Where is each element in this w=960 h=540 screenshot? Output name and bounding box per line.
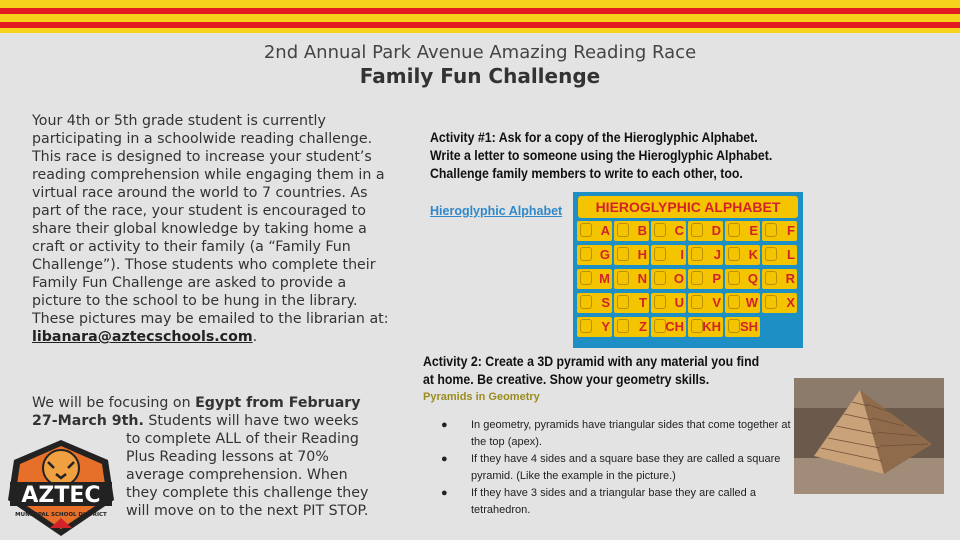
glyph-icon xyxy=(691,271,703,285)
glyph-icon xyxy=(654,271,666,285)
librarian-email-link[interactable]: libanara@aztecschools.com xyxy=(32,329,253,345)
glyph-icon xyxy=(691,223,703,237)
activity-2-line: at home. Be creative. Show your geometry skills. xyxy=(423,372,710,387)
hieroglyph-letter: T xyxy=(639,295,647,310)
intro-text xyxy=(32,112,392,346)
glyph-icon xyxy=(617,271,629,285)
hieroglyph-letter: Y xyxy=(601,319,610,334)
activity-2 xyxy=(423,353,791,389)
hieroglyph-letter: F xyxy=(787,223,795,238)
glyph-icon xyxy=(765,223,777,237)
bullet-text: If they have 4 sides and a square base they are called a square pyramid. (Like the example in the picture.) xyxy=(471,453,781,482)
focus-lead: We will be focusing on xyxy=(32,395,196,411)
hieroglyph-letter: P xyxy=(712,271,721,286)
glyph-icon xyxy=(580,271,592,285)
hieroglyph-cell xyxy=(651,269,686,289)
hieroglyph-letter: SH xyxy=(739,319,758,334)
hieroglyph-letter: D xyxy=(711,223,721,238)
logo-name: AZTEC xyxy=(21,483,101,508)
hieroglyph-cell xyxy=(725,293,760,313)
hieroglyph-letter: C xyxy=(674,223,684,238)
hieroglyph-cell xyxy=(688,269,723,289)
glyph-icon xyxy=(580,223,592,237)
title-line-2: Family Fun Challenge xyxy=(359,64,601,88)
hieroglyph-cell xyxy=(614,293,649,313)
hieroglyph-cell xyxy=(577,221,612,241)
hieroglyph-letter: A xyxy=(600,223,610,238)
hieroglyph-letter: R xyxy=(785,271,795,286)
bullet-icon: ● xyxy=(441,487,448,499)
glyph-icon xyxy=(691,295,703,309)
hieroglyph-cell xyxy=(762,293,797,313)
bullet-icon: ● xyxy=(441,419,448,431)
hieroglyph-cell xyxy=(577,269,612,289)
hieroglyph-letter: CH xyxy=(665,319,684,334)
hieroglyph-cell xyxy=(577,293,612,313)
glyph-icon xyxy=(728,295,740,309)
glyph-icon xyxy=(654,295,666,309)
list-item xyxy=(441,485,791,519)
focus-line1-rest: Students will have two weeks xyxy=(143,413,359,429)
hieroglyph-cell xyxy=(614,221,649,241)
stripe-yellow xyxy=(0,0,960,8)
hieroglyph-letter: V xyxy=(712,295,721,310)
focus-dates: 27-March 9th. xyxy=(32,413,144,429)
stripe-yellow xyxy=(0,14,960,22)
hieroglyphic-alphabet-chart xyxy=(573,192,803,348)
focus-line: will move on to the next PIT STOP. xyxy=(126,503,369,519)
glyph-icon xyxy=(580,295,592,309)
header-stripes xyxy=(0,0,960,34)
tiger-icon xyxy=(43,450,79,486)
bullet-text: If they have 3 sides and a triangular base they are called a tetrahedron. xyxy=(471,487,756,516)
glyph-icon xyxy=(580,247,592,261)
hieroglyph-letter: W xyxy=(745,295,758,310)
glyph-icon xyxy=(728,223,740,237)
hieroglyph-cell xyxy=(762,221,797,241)
activity-1 xyxy=(430,129,798,183)
hieroglyph-cell xyxy=(577,245,612,265)
hieroglyph-cell xyxy=(614,245,649,265)
focus-line: average comprehension. When xyxy=(126,467,348,483)
glyph-icon xyxy=(728,247,740,261)
pyramids-subheading: Pyramids in Geometry xyxy=(423,391,540,403)
pyramid-facts-list xyxy=(441,417,791,519)
hieroglyph-cell xyxy=(688,293,723,313)
glyph-icon xyxy=(617,223,629,237)
hieroglyph-letter: E xyxy=(749,223,758,238)
glyph-icon xyxy=(617,295,629,309)
glyph-icon xyxy=(654,247,666,261)
hieroglyph-letter: U xyxy=(674,295,684,310)
hieroglyph-cell xyxy=(725,317,760,337)
hieroglyph-letter: Q xyxy=(747,271,758,286)
activity-1-line: Challenge family members to write to each other, too. xyxy=(430,166,743,181)
hieroglyph-cell xyxy=(762,245,797,265)
list-item xyxy=(441,417,791,451)
hieroglyph-cell xyxy=(614,317,649,337)
hieroglyph-letter: O xyxy=(673,271,684,286)
hieroglyph-letter: S xyxy=(601,295,610,310)
activity-1-line: Write a letter to someone using the Hieroglyphic Alphabet. xyxy=(430,148,773,163)
glyph-icon xyxy=(691,247,703,261)
hieroglyph-cell xyxy=(688,221,723,241)
glyph-icon xyxy=(728,271,740,285)
hieroglyph-letter: N xyxy=(637,271,647,286)
hieroglyph-letter: B xyxy=(637,223,647,238)
activity-2-line: Activity 2: Create a 3D pyramid with any material you find xyxy=(423,354,760,369)
bullet-text: In geometry, pyramids have triangular sides that come together at the top (apex). xyxy=(471,419,791,448)
aztec-logo xyxy=(4,438,118,538)
hieroglyph-letter: Z xyxy=(639,319,647,334)
hieroglyph-cell xyxy=(688,317,723,337)
hieroglyph-cell xyxy=(725,245,760,265)
hieroglyph-cell xyxy=(651,245,686,265)
glyph-icon xyxy=(765,271,777,285)
hieroglyph-letter: I xyxy=(680,247,684,262)
chart-banner: HIEROGLYPHIC ALPHABET xyxy=(578,196,798,218)
title-line-1: 2nd Annual Park Avenue Amazing Reading Race xyxy=(263,42,697,63)
hieroglyph-letter: G xyxy=(599,247,610,262)
intro-paragraph: Your 4th or 5th grade student is currently participating in a schoolwide reading challenge. This race is designed to increase your student’s reading comprehension while engaging them in a virtual race around the world to 7 countries. As part of the race, your student is encouraged to share their global knowledge by taking home a craft or activity to their family (a “Family Fun Challenge”). Those students who complete their Family Fun Challenge are asked to provide a picture to the school to be hung in the library. These pictures may be emailed to the librarian at: xyxy=(32,113,389,327)
hieroglyph-letter: X xyxy=(786,295,795,310)
hieroglyph-cell xyxy=(651,221,686,241)
stripe-yellow xyxy=(0,28,960,33)
focus-line: they complete this challenge they xyxy=(126,485,369,501)
hieroglyph-cell xyxy=(688,245,723,265)
glyph-icon xyxy=(765,247,777,261)
hieroglyph-letter: KH xyxy=(702,319,721,334)
focus-country-dates: Egypt from February xyxy=(195,395,361,411)
glyph-icon xyxy=(691,319,703,333)
focus-line: to complete ALL of their Reading xyxy=(126,431,359,447)
hieroglyph-cell xyxy=(577,317,612,337)
list-item xyxy=(441,451,791,485)
hieroglyph-cell xyxy=(762,269,797,289)
hieroglyph-letter: K xyxy=(748,247,758,262)
glyph-icon xyxy=(617,319,629,333)
activity-1-line: Activity #1: Ask for a copy of the Hieroglyphic Alphabet. xyxy=(430,130,758,145)
hieroglyph-letter: L xyxy=(787,247,795,262)
hieroglyph-cell xyxy=(614,269,649,289)
hieroglyph-cell xyxy=(725,269,760,289)
email-suffix: . xyxy=(252,329,258,345)
pyramid-photo xyxy=(794,378,944,494)
hieroglyph-letter: M xyxy=(599,271,610,286)
hieroglyph-letter: H xyxy=(637,247,647,262)
logo-subtitle: MUNICIPAL SCHOOL DISTRICT xyxy=(15,512,107,518)
hieroglyphic-alphabet-link[interactable]: Hieroglyphic Alphabet xyxy=(430,204,563,218)
hieroglyph-cell xyxy=(651,317,686,337)
glyph-icon xyxy=(728,319,740,333)
glyph-icon xyxy=(654,319,666,333)
glyph-icon xyxy=(654,223,666,237)
hieroglyph-cell xyxy=(651,293,686,313)
glyph-icon xyxy=(617,247,629,261)
hieroglyph-cell xyxy=(725,221,760,241)
bullet-icon: ● xyxy=(441,453,448,465)
hieroglyph-letter: J xyxy=(713,247,721,262)
glyph-icon xyxy=(765,295,777,309)
glyph-icon xyxy=(580,319,592,333)
focus-line: Plus Reading lessons at 70% xyxy=(126,449,329,465)
